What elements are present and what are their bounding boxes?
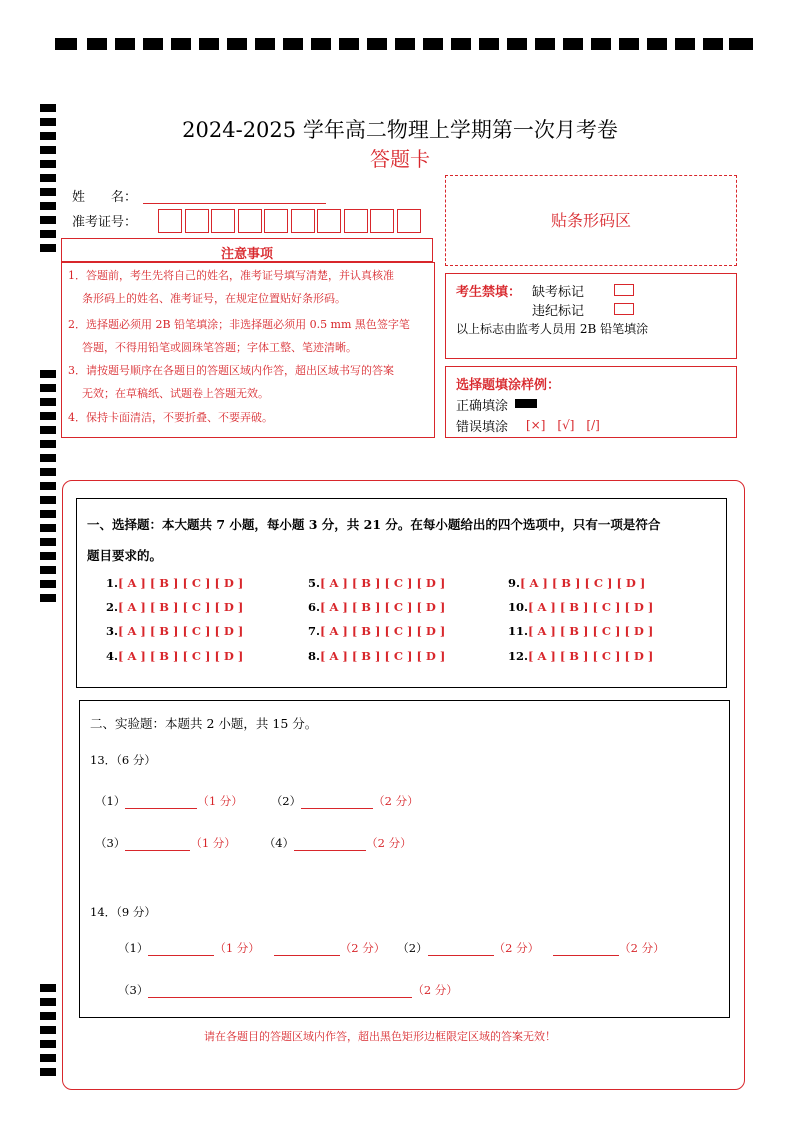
notice-item: 条形码上的姓名、准考证号，在规定位置贴好条形码。 (82, 292, 346, 305)
q13-row-2: （3） （1 分） （4） （2 分） (95, 836, 412, 850)
notice-title-box (61, 238, 433, 262)
choice-row-2[interactable]: 2.[ A ] [ B ] [ C ] [ D ] (106, 600, 244, 614)
answer-line[interactable] (301, 808, 373, 809)
question-13-label: 13．（6 分） (90, 753, 156, 767)
answer-line[interactable] (125, 850, 190, 851)
footer-warning: 请在各题目的答题区域内作答，超出黑色矩形边框限定区域的答案无效！ (204, 1030, 556, 1043)
section-experiment-box (79, 700, 730, 1018)
answer-line[interactable] (274, 955, 340, 956)
section-experiment-title: 二、实验题：本题共 2 小题，共 15 分。 (90, 716, 318, 731)
page-subtitle: 答题卡 (370, 147, 430, 171)
answer-line[interactable] (294, 850, 366, 851)
answer-line[interactable] (125, 808, 197, 809)
choice-row-6[interactable]: 6.[ A ] [ B ] [ C ] [ D ] (308, 600, 446, 614)
top-timing-marks (55, 38, 755, 52)
section-choice-title: 一、选择题：本大题共 7 小题，每小题 3 分，共 21 分。在每小题给出的四个选项中，只有一项是符合 (87, 517, 661, 532)
absent-mark-label: 缺考标记 (532, 285, 585, 300)
exam-number-label: 准考证号： (72, 215, 138, 230)
forbidden-note: 以上标志由监考人员用 2B 铅笔填涂 (456, 322, 649, 336)
choice-row-11[interactable]: 11.[ A ] [ B ] [ C ] [ D ] (508, 624, 654, 638)
choice-row-4[interactable]: 4.[ A ] [ B ] [ C ] [ D ] (106, 649, 244, 663)
choice-row-7[interactable]: 7.[ A ] [ B ] [ C ] [ D ] (308, 624, 446, 638)
name-field[interactable] (143, 203, 326, 204)
barcode-label: 贴条形码区 (550, 211, 631, 230)
q14-row-1: （1） （1 分） （2 分） （2） （2 分） （2 分） (118, 941, 665, 955)
answer-line[interactable] (553, 955, 619, 956)
barcode-area (445, 175, 737, 266)
choice-row-3[interactable]: 3.[ A ] [ B ] [ C ] [ D ] (106, 624, 244, 638)
choice-row-1[interactable]: 1.[ A ] [ B ] [ C ] [ D ] (106, 576, 244, 590)
notice-item: 2．选择题必须用 2B 铅笔填涂；非选择题必须用 0.5 mm 黑色签字笔 (68, 318, 410, 331)
section-choice-title-cont: 题目要求的。 (87, 548, 163, 563)
choice-row-12[interactable]: 12.[ A ] [ B ] [ C ] [ D ] (508, 649, 654, 663)
absent-mark-box[interactable] (614, 284, 634, 296)
choice-row-9[interactable]: 9.[ A ] [ B ] [ C ] [ D ] (508, 576, 646, 590)
forbidden-title: 考生禁填： (456, 285, 522, 300)
wrong-fill-samples: [×] [√] [/] (526, 418, 600, 432)
answer-line[interactable] (428, 955, 494, 956)
violation-mark-label: 违纪标记 (532, 304, 585, 319)
notice-item: 1．答题前，考生先将自己的姓名，准考证号填写清楚，并认真核准 (68, 269, 394, 282)
choice-row-10[interactable]: 10.[ A ] [ B ] [ C ] [ D ] (508, 600, 654, 614)
choice-row-5[interactable]: 5.[ A ] [ B ] [ C ] [ D ] (308, 576, 446, 590)
notice-item: 无效；在草稿纸、试题卷上答题无效。 (82, 387, 269, 400)
page-title: 2024-2025 学年高二物理上学期第一次月考卷 (182, 118, 618, 142)
correct-fill-label: 正确填涂 (456, 399, 509, 414)
violation-mark-box[interactable] (614, 303, 634, 315)
notice-item: 答题，不得用铅笔或圆珠笔答题；字体工整、笔迹清晰。 (82, 341, 357, 354)
name-label: 姓 名： (72, 190, 138, 205)
wrong-fill-label: 错误填涂 (456, 420, 509, 435)
correct-fill-sample (515, 399, 537, 408)
q13-row-1: （1） （1 分） （2） （2 分） (95, 794, 419, 808)
notice-item: 4．保持卡面清洁，不要折叠、不要弄破。 (68, 411, 273, 424)
notice-item: 3．请按题号顺序在各题目的答题区域内作答，超出区域书写的答案 (68, 364, 394, 377)
answer-line[interactable] (148, 997, 412, 998)
sample-title: 选择题填涂样例： (456, 378, 561, 393)
answer-line[interactable] (148, 955, 214, 956)
question-14-label: 14．（9 分） (90, 905, 156, 919)
q14-row-2: （3） （2 分） (118, 983, 458, 997)
choice-row-8[interactable]: 8.[ A ] [ B ] [ C ] [ D ] (308, 649, 446, 663)
notice-title: 注意事项 (220, 247, 273, 262)
